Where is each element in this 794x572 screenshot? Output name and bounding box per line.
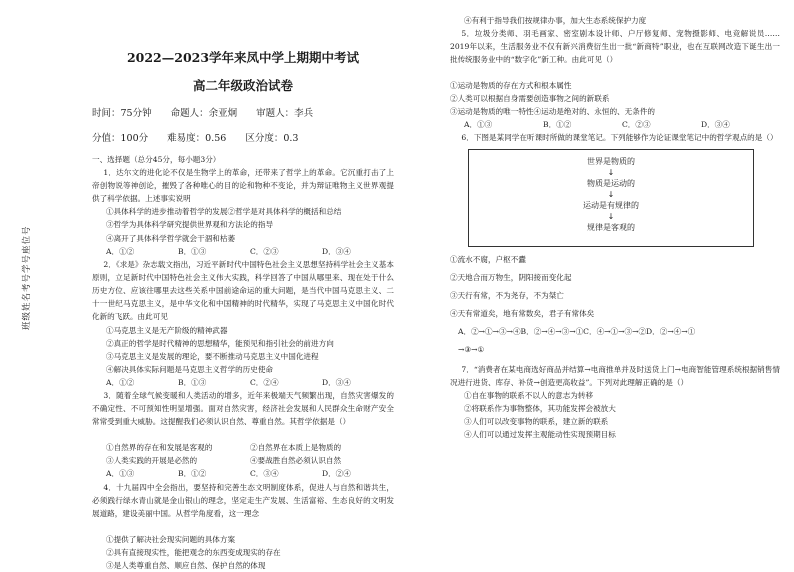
choice-d: D．②④: [322, 469, 351, 479]
choice-a: A．①②: [106, 246, 135, 256]
question-option: ①马克思主义是无产阶级的精神武器: [106, 325, 228, 335]
section-heading: 一、选择题（总分45分，每小题3分）: [92, 155, 221, 164]
left-column: [92, 48, 394, 572]
choice-a: A．①③: [106, 469, 135, 479]
exam-meta-line-1: [92, 105, 394, 119]
question-option: ①自然界的存在和发展是客观的: [106, 443, 213, 453]
choice-d: D．③④: [322, 378, 351, 388]
question-option: ②具有直接现实性，能把观念的东西变成现实的存在: [106, 547, 281, 557]
exam-time: 时间：75分钟: [92, 108, 152, 119]
question-5: [450, 27, 780, 131]
question-option: ②真正的哲学是时代精神的思想精华，能预见和指引社会的前进方向: [106, 338, 334, 348]
choice-c: C．②③: [250, 246, 279, 256]
question-option: ③人们可以改变事物的联系，建立新的联系: [464, 416, 609, 426]
question-option: ②自然界在本质上是物质的: [250, 443, 342, 453]
question-option: ④离开了具体科学哲学就会干涸和枯萎: [106, 233, 236, 243]
question-option: ①流水不腐，户枢不蠹: [450, 254, 526, 264]
choice-c: C．②③: [622, 120, 651, 130]
question-stem: 3．随着全球气候变暖和人类活动的增多，近年来极端天气频繁出现，自然灾害爆发的不确定性、不可预知性明显增强。面对自然灾害，经济社会发展和人民群众生命财产安全常常受到重大威胁。这提醒我们必须认识自然、尊重自然。其哲学依据是（）: [92, 391, 394, 427]
question-options: [92, 441, 394, 467]
question-2: [92, 258, 394, 389]
answer-sequence: A．②→①→③→④B．②→④→③→①C．④→①→③→②D．②→④→①: [458, 326, 696, 336]
question-3: [92, 389, 394, 480]
choice-b: B．①③: [178, 246, 207, 256]
choice-b: B．①③: [178, 378, 207, 388]
down-arrow-icon: ↓: [607, 189, 615, 199]
choice-c: C．③④: [250, 469, 279, 479]
question-option: ③哲学为具体科学研究提供世界观和方法论的指导: [106, 220, 274, 230]
question-stem: 1．达尔文的进化论不仅是生物学上的革命，还带来了哲学上的革命。它沉重打击了上帝创物说等神创论，摧毁了各种唯心的目的论和物种不变论，并为辩证唯物主义世界观提供了科学依据。上述事实说明: [92, 168, 394, 204]
exam-reviewer: 审题人：李兵: [256, 108, 314, 119]
question-option: ②人类可以根据自身需要创造事物之间的新联系: [450, 94, 610, 104]
question-7: [450, 363, 780, 442]
exam-discrimination: 区分度：0.3: [245, 133, 299, 144]
question-option: ④有利于指导我们按规律办事，加大生态系统保护力度: [464, 16, 647, 25]
class-notes-figure: [468, 149, 754, 247]
question-option: ③天行有常，不为尧存，不为桀亡: [450, 290, 564, 300]
answer-choices: [92, 376, 394, 389]
exam-score: 分值：100分: [92, 133, 149, 144]
question-option: ①自在事物的联系不以人的意志为转移: [464, 390, 594, 400]
question-option: ③人类实践的开展是必然的: [106, 456, 198, 466]
choice-c: C．②④: [250, 378, 279, 388]
question-stem: 5．垃圾分类师、羽毛画家、密室剧本设计师、户厅修复师、宠物摄影师、电竞解说员……2019年以来，生活服务业不仅有新兴消费衍生出一批“新商特”职业，也在互联网改造下诞生出一批传统服务业中的“数字化”新工种。由此可见（）: [450, 29, 780, 65]
binding-margin-label: 班级姓名考号学号座位号: [22, 225, 32, 330]
answer-choices: [450, 118, 780, 131]
question-4: [92, 481, 394, 572]
question-option: ④天有常道矣，地有常数矣，君子有常体矣: [450, 308, 595, 318]
exam-subtitle: 高二年级政治试卷: [192, 78, 293, 93]
figure-line: 物质是运动的: [587, 178, 635, 188]
right-column: [450, 14, 780, 441]
question-stem: 7．“消费者在某电商选好商品并结算→电商推单并及时送货上门→电商智能管理系统根据销售情况进行进货、库存、补货→创造更高收益”。下列对此理解正确的是（）: [450, 364, 780, 387]
question-stem: 6．下图是某同学在听课时所做的课堂笔记。下列能够作为论证课堂笔记中的哲学观点的是（）: [461, 133, 778, 143]
question-option: ④要战胜自然必须认识自然: [250, 456, 342, 466]
question-1: [92, 166, 394, 258]
question-option: ③运动是物质的唯一特性④运动是绝对的、永恒的、无条件的: [450, 107, 656, 117]
down-arrow-icon: ↓: [607, 211, 615, 221]
answer-choices: [92, 245, 394, 258]
question-option: ②将联系作为事物整体，其功能发挥会被放大: [464, 403, 616, 413]
question-option: ③马克思主义是发展的理论，要不断推动马克思主义中国化进程: [106, 351, 319, 361]
figure-line: 运动是有规律的: [583, 200, 639, 210]
choice-d: D．③④: [322, 246, 351, 256]
choice-a: A．①②: [106, 378, 135, 388]
question-6: [450, 131, 780, 358]
exam-difficulty: 难易度：0.56: [167, 133, 227, 144]
question-option: ④人们可以通过发挥主观能动性实现预期目标: [464, 430, 616, 440]
question-stem: 2．《求是》杂志载文指出，习近平新时代中国特色社会主义思想坚持科学社会主义基本原则，立足新时代中国特色社会主义伟大实践，科学回答了中国从哪里来、现在处于什么历史方位、应该往哪里去这些关系中国前途命运的重大问题，是当代中国马克思主义、二十一世纪马克思主义，是中华文化和中国精神的时代精华，实现了马克思主义中国化时代化新的飞跃。由此可见: [92, 259, 394, 322]
choice-b: B．①②: [543, 120, 572, 130]
answer-sequence: →③→①: [458, 344, 485, 354]
question-stem: 4．十九届四中全会指出，要坚持和完善生态文明制度体系，促进人与自然和谐共生，必须践行绿水青山就是金山银山的理念，坚定走生产发展、生活富裕、生态良好的文明发展道路，建设美丽中国。从哲学角度看，这一理念: [92, 482, 394, 518]
question-option: ②天地合而万物生，阴阳接而变化起: [450, 272, 572, 282]
figure-line: 世界是物质的: [587, 156, 635, 166]
question-option: ①提供了解决社会现实问题的具体方案: [106, 534, 236, 544]
exam-meta-line-2: [92, 130, 394, 144]
answer-choices: [92, 467, 394, 480]
question-option: ④解决具体实际问题是马克思主义哲学的历史使命: [106, 365, 274, 375]
question-option: ①运动是物质的存在方式和根本属性: [450, 81, 572, 91]
choice-d: D．③④: [701, 120, 730, 130]
choice-a: A．①③: [464, 120, 493, 130]
exam-setter: 命题人：余亚炯: [170, 108, 238, 119]
choice-b: B．①②: [178, 469, 207, 479]
question-option: ①具体科学的进步推动着哲学的发展②哲学是对具体科学的概括和总结: [106, 207, 342, 217]
exam-title: 2022—2023学年来凤中学上期期中考试: [126, 50, 360, 65]
down-arrow-icon: ↓: [607, 167, 615, 177]
figure-line: 规律是客观的: [587, 222, 635, 232]
question-option: ③是人类尊重自然、顺应自然、保护自然的体现: [106, 560, 266, 570]
